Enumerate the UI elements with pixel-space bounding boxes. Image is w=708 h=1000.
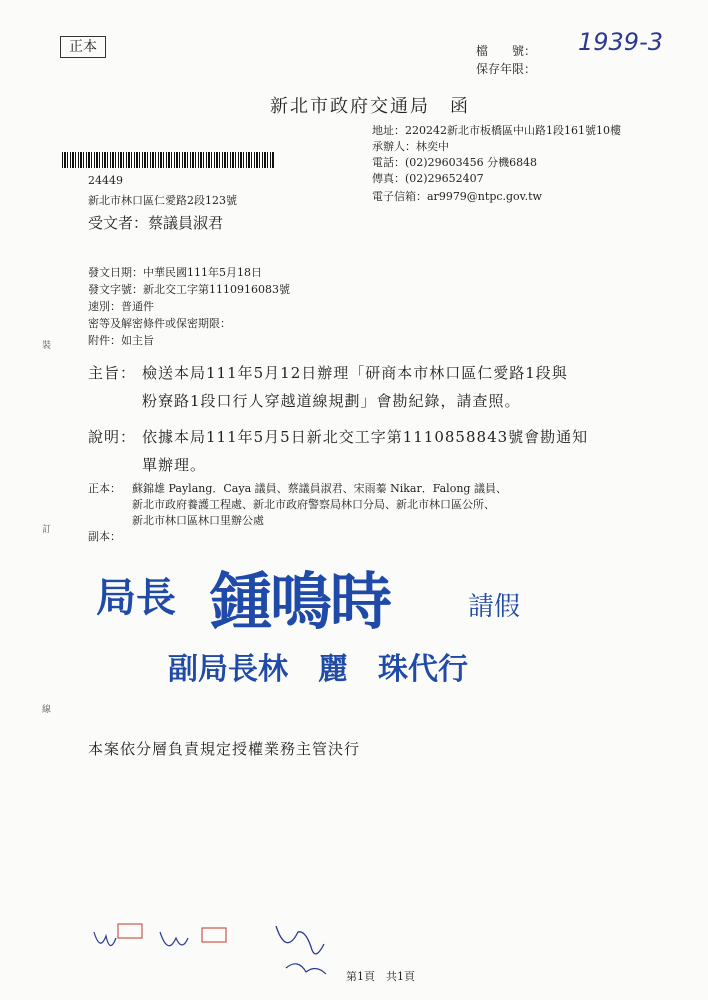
director-title: 局長	[96, 574, 176, 621]
original-recipients-line-2: 新北市政府養護工程處、新北市政府警察局林口分局、新北市林口區公所、	[132, 498, 495, 511]
attachment: 附件：如主旨	[88, 334, 154, 347]
contact-handler: 承辦人：林奕中	[372, 140, 449, 153]
handwritten-initials-icon	[90, 922, 390, 982]
postal-barcode	[62, 152, 274, 168]
agency-title: 新北市政府交通局 函	[270, 96, 470, 117]
delegation-note: 本案依分層負責規定授權業務主管決行	[88, 740, 361, 758]
contact-fax: 傳真：(02)29652407	[372, 172, 484, 185]
doc-number: 發文字號：新北交工字第1110916083號	[88, 283, 290, 296]
addressee: 受文者：蔡議員淑君	[88, 214, 224, 232]
subject-label: 主旨：	[88, 364, 137, 382]
retention-label: 保存年限：	[476, 62, 537, 76]
speed-class: 速別：普通件	[88, 300, 154, 313]
file-number-label: 檔 號：	[476, 44, 537, 58]
contact-phone: 電話：(02)29603456 分機6848	[372, 156, 538, 169]
contact-email: 電子信箱：ar9979@ntpc.gov.tw	[372, 190, 542, 203]
deputy-acting-line: 副局長林 麗 珠代行	[168, 652, 468, 687]
recipient-address: 新北市林口區仁愛路2段123號	[88, 194, 237, 207]
file-number-handwritten: 1939-3	[578, 28, 664, 56]
explanation-label: 說明：	[88, 428, 137, 446]
approval-marks	[90, 922, 390, 986]
binding-mark-ding: 訂	[42, 525, 52, 535]
original-recipients-line-3: 新北市林口區林口里辦公處	[132, 514, 264, 527]
security-level: 密等及解密條件或保密期限：	[88, 317, 231, 330]
original-recipients-label: 正本：	[88, 482, 121, 495]
copy-recipients-label: 副本：	[88, 530, 121, 543]
leave-note: 請假	[468, 592, 521, 622]
issue-date: 發文日期：中華民國111年5月18日	[88, 266, 262, 279]
director-name: 鍾鳴時	[210, 565, 391, 638]
postal-code: 24449	[88, 174, 123, 187]
copy-type-box: 正本	[60, 36, 106, 58]
binding-mark-xian: 線	[42, 705, 52, 715]
explanation-line-1: 依據本局111年5月5日新北交工字第1110858843號會勘通知	[142, 428, 589, 446]
contact-address: 地址：220242新北市板橋區中山路1段161號10樓	[372, 124, 621, 137]
subject-line-1: 檢送本局111年5月12日辦理「研商本市林口區仁愛路1段與	[142, 364, 568, 382]
page-number: 第1頁 共1頁	[346, 970, 415, 983]
explanation-line-2: 單辦理。	[142, 456, 207, 474]
subject-line-2: 粉寮路1段口行人穿越道線規劃」會勘紀錄，請查照。	[142, 392, 521, 410]
original-recipients-line-1: 蘇錦雄 Paylang．Caya 議員、蔡議員淑君、宋雨蓁 Nikar．Falong 議員、	[132, 482, 507, 495]
binding-mark-zhuang: 裝	[42, 341, 52, 351]
